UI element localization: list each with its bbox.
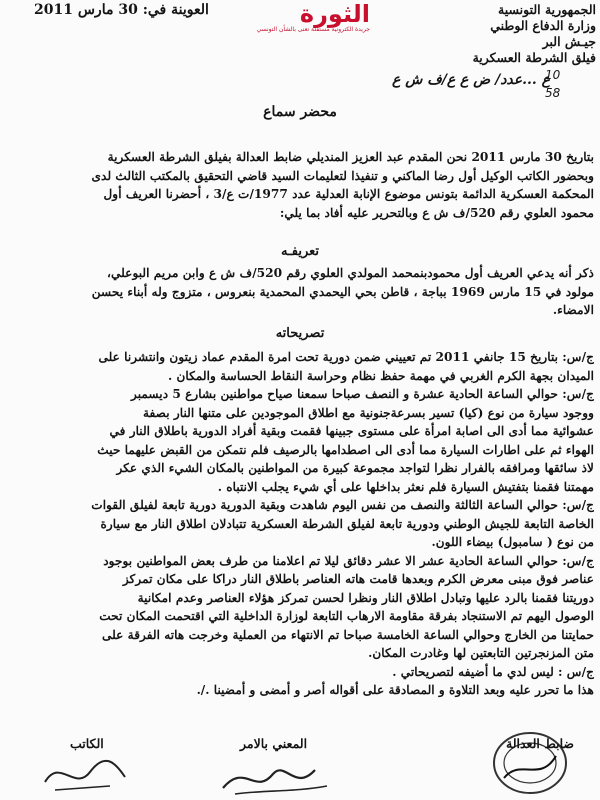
statement-line: الميدان بجهة الكرم الغربي في مهمة حفظ نظام وحراسة النقاط الحساسة والمكان . <box>167 368 594 383</box>
statement-line: الوصول اليهم تم الاستنجاد بفرقة مقاومة الارهاب التابعة لوزارة الداخلية التي اقتحمت المكان تحت <box>99 609 594 623</box>
declarant-signature-icon <box>215 752 335 798</box>
statement-line: ج/س: بتاريخ 15 جانفي 2011 تم تعييني ضمن دورية تحت امرة المقدم عماد زيتون وانتشرنا على <box>98 350 594 364</box>
statements-heading: تصريحاته <box>275 326 325 341</box>
statement-line: ج/س: حوالي الساعة الحادية عشر الا عشر دقائق ليلا تم اعلامنا من طرف بعض المواطنين بوجود <box>103 553 594 568</box>
site-logo <box>200 0 370 40</box>
statement-line: حمايتنا من الخارج وحوالي الساعة الخامسة صباحا تم الانتهاء من العملية وخرجت هاته الفرقة على <box>101 627 594 642</box>
document-title: محضر سماع <box>263 104 337 120</box>
org-line: جيـش البر <box>542 34 596 49</box>
statement-line: مهمتنا فقمنا بتفتيش السيارة فلم نعثر بداخلها على أي شيء يجلب الانتباه . <box>217 479 594 494</box>
statement-line: ج/س : ليس لدي ما أضيفه لتصريحاتي . <box>392 664 594 679</box>
statement-line: عشوائية مما أدى الى اصابة امرأة على مستوى جبينها فقمت وبقية أفراد الدورية باطلاق النار في <box>109 424 594 438</box>
identity-paragraph <box>0 264 594 320</box>
statement-line: ج/س: حوالي الساعة الثالثة والنصف من نفس اليوم شاهدت وبقية الدورية دورية تابعة لفيلق القوات <box>91 498 594 512</box>
intro-line: وبحضور الكاتب الوكيل أول رضا الماكني و تنفيذا لتعليمات السيد قاضي التحقيق بالمكتب الثالث لدى <box>91 168 594 183</box>
reference-handwritten-bottom: 58 <box>545 86 561 100</box>
org-header <box>406 2 596 66</box>
intro-line: المحكمة العسكرية الدائمة بتونس موضوع الإنابة العدلية عدد 1977/ت ع/3 ، أحضرنا العريف أول <box>103 187 594 201</box>
statement-line: هذا ما تحرر عليه وبعد التلاوة و المصادقة على أقواله أصر و أمضى و أمضينا ./. <box>196 683 594 697</box>
statements-paragraph <box>0 348 594 700</box>
signature-label-declarant: المعني بالامر <box>240 736 308 751</box>
statement-line: الخاصة التابعة للجيش الوطني ودورية تابعة لفيلق الشرطة العسكرية تتبادلان اطلاق النار مع سيارة <box>100 516 594 531</box>
statement-line: عناصر فوق مبنى معرض الكرم وبعدها قامت هاته العناصر باطلاق النار دراكا على مكان تمركز <box>122 572 594 586</box>
intro-paragraph <box>0 148 594 222</box>
statement-line: من نوع ( سامبول) بيضاء اللون. <box>431 535 594 549</box>
signature-label-clerk: الكاتب <box>70 736 104 751</box>
statement-line: لاذ سائقها ومرافقه بالفرار نظرا لتواجد مجموعة كبيرة من المواطنين بالمكان الشيء الذي عكر <box>116 461 594 475</box>
document-date: العوينة في: 30 مارس 2011 <box>34 2 209 18</box>
statement-line: ووجود سيارة من نوع (كيا) تسير بسرعةجنونية مع اطلاق الموجودين على متنها النار بصفة <box>142 405 594 420</box>
intro-line: بتاريخ 30 مارس 2011 نحن المقدم عبد العزيز المنديلي ضابط العدالة بفيلق الشرطة العسكرية <box>107 150 594 164</box>
org-line: فيلق الشرطة العسكرية <box>472 50 596 65</box>
identity-heading: تعريفـه <box>280 244 320 259</box>
statement-line: دوريتنا فقمنا بالرد عليها وتبادل اطلاق النار ونظرا لحسن تمركز هؤلاء العناصر وعدم امكانية <box>137 590 594 605</box>
clerk-signature-icon <box>40 752 130 798</box>
reference-handwritten-top: 10 <box>545 68 561 82</box>
org-line: وزارة الدفاع الوطني <box>490 18 596 33</box>
logo-text: الثورة <box>299 0 370 28</box>
statement-line: الهواء ثم على اطارات السيارة مما أدى الى اصطدامها بالرصيف فلم نتمكن من القبض عليهما حيث <box>97 442 594 457</box>
identity-line: ذكر أنه يدعي العريف أول محمودبنمحمد المولدي العلوي رقم 520/ف ش ع وابن مريم البوعلي، <box>107 266 594 280</box>
logo-subtitle: جريدة الكترونية مستقلة تعنى بالشأن التونسي <box>256 26 370 33</box>
identity-line: مولود في 15 مارس 1969 بباجة ، قاطن بحي اليحمدي المحمدية بنعروس ، متزوج وله أبناء يحسن <box>91 284 594 299</box>
reference-number: ع ...عدد/ ض ع ع/ف ش ع <box>392 72 550 88</box>
identity-line: الامضاء. <box>552 303 594 317</box>
signature-label-officer: ضابط العدالة <box>506 736 574 751</box>
intro-line: محمود العلوي رقم 520/ف ش ع وبالتحرير عليه أفاد بما يلي: <box>279 205 594 220</box>
statement-line: متن المزنجرتين التابعتين لها وغادرت المكان. <box>368 646 594 660</box>
org-line: الجمهورية التونسية <box>498 2 596 17</box>
statement-line: ج/س: حوالي الساعة الحادية عشرة و النصف صباحا سمعنا صياح مواطنين بشارع 5 ديسمبر <box>130 387 594 401</box>
